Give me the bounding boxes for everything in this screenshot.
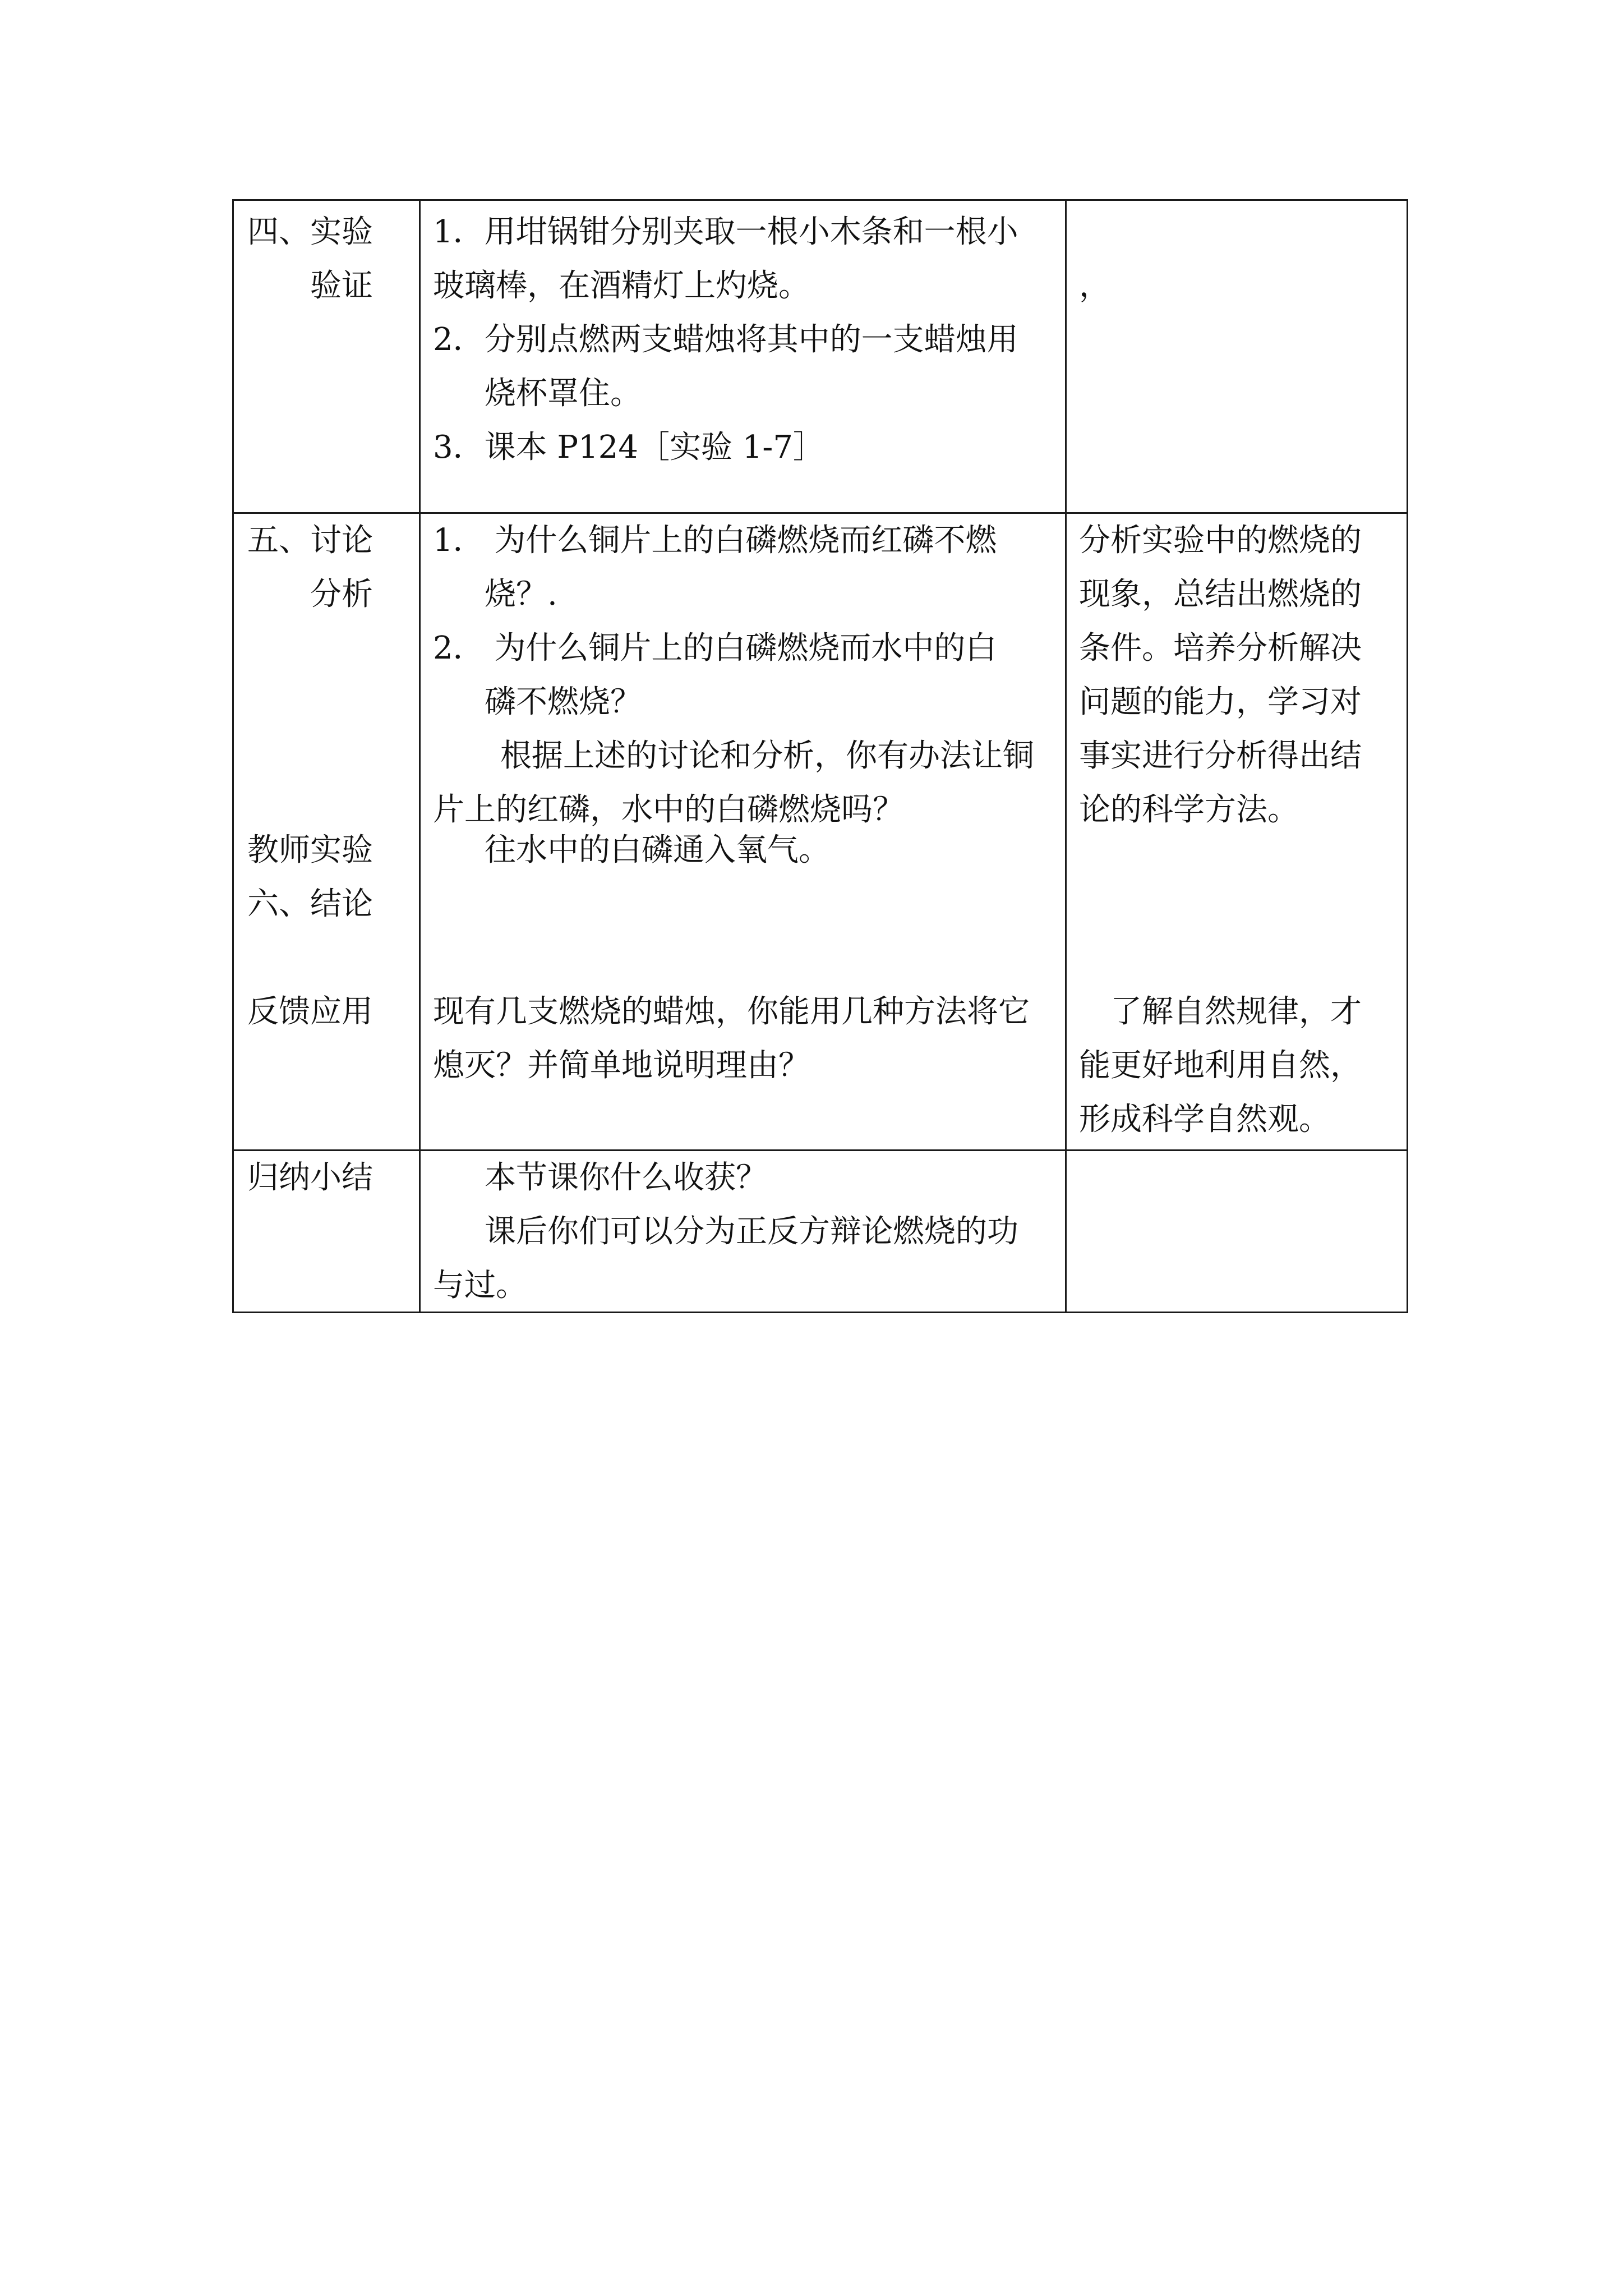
- note-line: 问题的能力，学习对: [1079, 684, 1362, 720]
- content-line: 熄灭？并简单地说明理由？: [433, 1047, 810, 1084]
- content-line: 1．用坩锅钳分别夹取一根小木条和一根小: [433, 214, 1018, 250]
- content-line: 与过。: [433, 1267, 527, 1304]
- content-line: 本节课你什么收获？: [485, 1159, 767, 1196]
- table-row: [233, 1151, 1408, 1313]
- note-line: 分析实验中的燃烧的: [1079, 522, 1362, 559]
- content-line: 1． 为什么铜片上的白磷燃烧而红磷不燃: [433, 522, 997, 559]
- note-line: 条件。培养分析解决: [1079, 630, 1362, 666]
- stage-label: 五、讨论: [247, 522, 373, 559]
- content-line: 3．课本 P124［实验 1-7］: [433, 429, 824, 466]
- stage-label: 四、实验: [247, 214, 373, 250]
- stage-cell: [233, 1151, 420, 1313]
- content-line: 磷不燃烧？: [485, 684, 642, 720]
- table-row: [233, 513, 1408, 1151]
- content-line: 烧杯罩住。: [485, 375, 642, 412]
- lesson-plan-table: [232, 199, 1408, 1313]
- content-line: 课后你们可以分为正反方辩论燃烧的功: [485, 1213, 1018, 1250]
- note-line: 形成科学自然观。: [1079, 1101, 1330, 1138]
- content-cell: [420, 513, 1066, 1151]
- content-line: 2． 为什么铜片上的白磷燃烧而水中的白: [433, 630, 997, 666]
- content-line: 现有几支燃烧的蜡烛，你能用几种方法将它: [433, 993, 1030, 1030]
- stage-label: 验证: [310, 268, 373, 304]
- note-line: 事实进行分析得出结: [1079, 738, 1362, 774]
- content-line: 烧？.: [485, 576, 557, 613]
- note-cell: [1066, 513, 1408, 1151]
- content-cell: [420, 200, 1066, 513]
- stage-label: 分析: [310, 576, 373, 613]
- content-cell: [420, 1151, 1066, 1313]
- content-line: 2．分别点燃两支蜡烛将其中的一支蜡烛用: [433, 321, 1018, 358]
- content-line: 往水中的白磷通入氧气。: [485, 832, 830, 868]
- note-line: 现象，总结出燃烧的: [1079, 576, 1362, 613]
- table-row: [233, 200, 1408, 513]
- note-cell: [1066, 200, 1408, 513]
- note-cell: [1066, 1151, 1408, 1313]
- stage-label: 六、结论: [247, 886, 373, 922]
- content-line: 玻璃棒，在酒精灯上灼烧。: [433, 268, 810, 304]
- stage-label: 教师实验: [247, 832, 373, 868]
- stage-label: 反馈应用: [247, 993, 373, 1030]
- stage-label: 归纳小结: [247, 1159, 373, 1196]
- note-line: 了解自然规律，才: [1110, 993, 1362, 1030]
- content-line: 根据上述的讨论和分析，你有办法让铜: [500, 738, 1034, 774]
- stage-cell: [233, 513, 420, 1151]
- note-line: 能更好地利用自然，: [1079, 1047, 1362, 1084]
- content-line: 片上的红磷，水中的白磷燃烧吗？: [433, 792, 904, 828]
- stage-cell: [233, 200, 420, 513]
- note-line: 论的科学方法。: [1079, 792, 1299, 828]
- note-line: ，: [1079, 268, 1110, 304]
